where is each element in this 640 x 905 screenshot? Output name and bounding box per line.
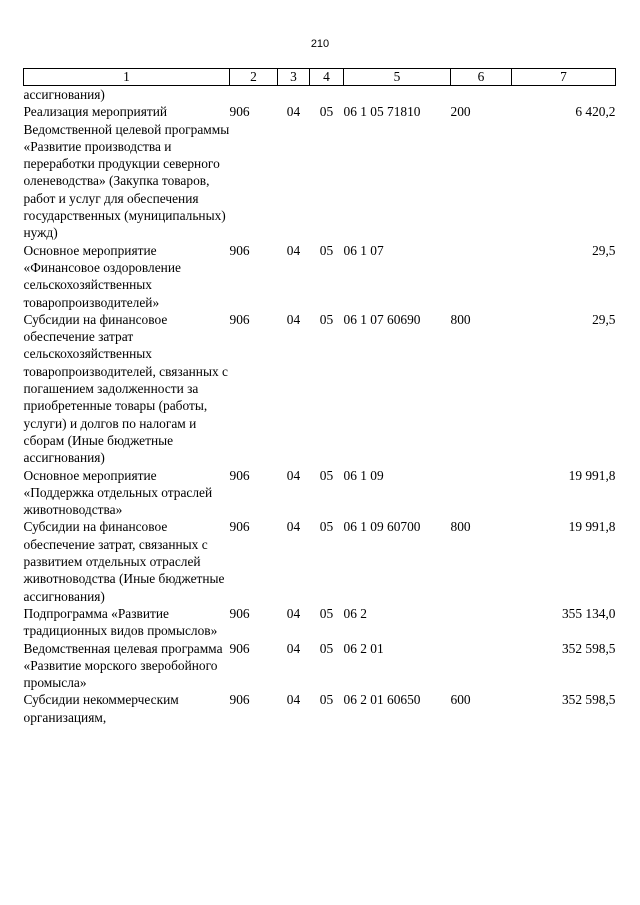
row-target: 06 2 01 60650 (343, 692, 421, 708)
row-amount: 19 991,8 (568, 467, 616, 483)
row-section: 04 (286, 104, 301, 120)
header-col-2: 2 (230, 69, 278, 86)
table-row (24, 103, 616, 241)
row-ministry: 906 (229, 605, 250, 621)
header-col-5: 5 (344, 69, 451, 86)
continuation-text: ассигнования) (23, 87, 105, 102)
table-row (24, 605, 616, 640)
row-section: 04 (286, 242, 301, 258)
row-name: Субсидии на финансовое обеспечение затрат, связанных с развитием отдельных отраслей животноводства (Иные бюджетные ассигнования) (23, 519, 225, 604)
row-subsection: 05 (319, 242, 334, 258)
row-expense-type: 200 (450, 104, 471, 120)
row-name: Основное мероприятие «Финансовое оздоровление сельскохозяйственных товаропроизводителей» (23, 242, 181, 310)
row-subsection: 05 (319, 640, 334, 656)
header-col-3: 3 (278, 69, 310, 86)
row-amount: 355 134,0 (561, 605, 616, 621)
row-target: 06 1 09 60700 (343, 519, 421, 535)
row-name: Подпрограмма «Развитие традиционных видов промыслов» (23, 605, 218, 639)
row-expense-type (451, 467, 512, 519)
row-section: 04 (286, 640, 301, 656)
row-ministry: 906 (229, 692, 250, 708)
row-ministry: 906 (229, 467, 250, 483)
row-section: 04 (286, 519, 301, 535)
row-name: Реализация мероприятий Ведомственной целевой программы «Развитие производства и переработки продукции северного оленеводства» (Закупка товаров, работ и услуг для обеспечения государственных (муниципальных) нужд) (23, 104, 230, 241)
continuation-row (24, 86, 616, 104)
row-expense-type (451, 242, 512, 311)
row-subsection: 05 (319, 692, 334, 708)
table-row (24, 691, 616, 726)
budget-table (23, 68, 616, 726)
header-col-4: 4 (310, 69, 344, 86)
row-subsection: 05 (319, 605, 334, 621)
row-ministry: 906 (229, 640, 250, 656)
header-col-6: 6 (451, 69, 512, 86)
row-expense-type: 800 (450, 519, 471, 535)
row-amount: 352 598,5 (561, 692, 616, 708)
row-amount: 29,5 (592, 242, 616, 258)
row-ministry: 906 (229, 242, 250, 258)
header-row (24, 69, 616, 86)
header-col-7: 7 (512, 69, 616, 86)
table-row (24, 518, 616, 604)
page-number: 210 (310, 38, 330, 50)
row-name: Ведомственная целевая программа «Развитие морского зверобойного промысла» (23, 640, 223, 691)
table-row (24, 242, 616, 311)
row-name: Субсидии на финансовое обеспечение затрат сельскохозяйственных товаропроизводителей, связанных с погашением задолженности за приобретенные товары (работы, услуги) и долгов по налогам и сборам (Иные бюджетные ассигнования) (23, 311, 228, 466)
row-expense-type: 800 (450, 311, 471, 327)
row-section: 04 (286, 605, 301, 621)
row-target: 06 1 09 (343, 467, 384, 483)
row-subsection: 05 (319, 519, 334, 535)
row-target: 06 1 07 60690 (343, 311, 421, 327)
row-expense-type: 600 (450, 692, 471, 708)
row-name: Субсидии некоммерческим организациям, (23, 692, 179, 725)
row-amount: 6 420,2 (575, 104, 616, 120)
row-amount: 29,5 (592, 311, 616, 327)
row-ministry: 906 (229, 311, 250, 327)
row-subsection: 05 (319, 104, 334, 120)
row-target: 06 1 07 (343, 242, 384, 258)
row-section: 04 (286, 692, 301, 708)
row-target: 06 2 (343, 605, 367, 621)
row-amount: 352 598,5 (561, 640, 616, 656)
row-ministry: 906 (229, 519, 250, 535)
row-subsection: 05 (319, 467, 334, 483)
row-expense-type (451, 605, 512, 640)
row-ministry: 906 (229, 104, 250, 120)
row-subsection: 05 (319, 311, 334, 327)
row-section: 04 (286, 467, 301, 483)
row-target: 06 1 05 71810 (343, 104, 421, 120)
table-row (24, 640, 616, 692)
row-name: Основное мероприятие «Поддержка отдельных отраслей животноводства» (23, 467, 213, 518)
header-col-1: 1 (24, 69, 230, 86)
table-row (24, 467, 616, 519)
row-target: 06 2 01 (343, 640, 384, 656)
row-expense-type (451, 640, 512, 692)
row-amount: 19 991,8 (568, 519, 616, 535)
table-row (24, 311, 616, 467)
row-section: 04 (286, 311, 301, 327)
